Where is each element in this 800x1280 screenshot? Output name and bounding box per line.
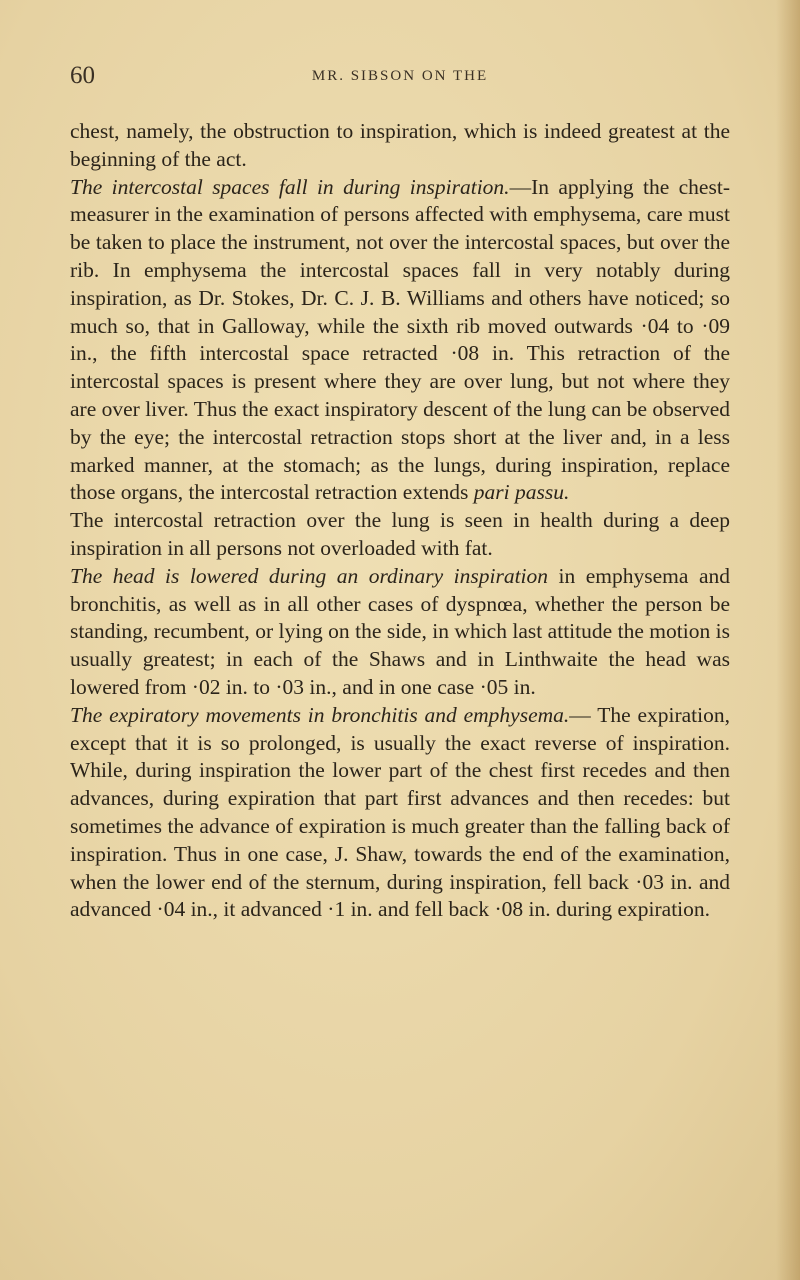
italic-text: The head is lowered during an ordinary inspiration [70,563,549,588]
paragraph [70,118,730,174]
body-text [70,118,730,924]
paragraph [70,563,730,702]
text-run: —In applying the chest-measurer in the examination of persons affected with emphysema, care must be taken to place the instrument, not over the intercostal spaces, but over the rib. In emphysema the intercostal spaces fall in very notably during inspiration, as Dr. Stokes, Dr. C. J. B. Williams and others have noticed; so much so, that in Galloway, while the sixth rib moved outwards ·04 to ·09 in., the fifth intercostal space retracted ·08 in. This retraction of the intercostal spaces is present where they are over lung, but not where they are over liver. Thus the exact inspiratory descent of the lung can be observed by the eye; the intercostal retraction stops short at the liver and, in a less marked manner, at the stomach; as the lungs, during inspiration, replace those organs, the intercostal retraction extends [70,174,730,505]
page-header [70,62,730,92]
running-head: MR. SIBSON ON THE [311,68,489,84]
page-edge-shadow [776,0,800,1280]
paragraph [70,702,730,924]
italic-text: The intercostal spaces fall in during inspiration. [70,174,510,199]
paragraph [70,507,730,563]
paragraph [70,174,730,508]
italic-text: pari passu. [473,480,570,505]
text-run: The intercostal retraction over the lung is seen in health during a deep inspiration in all persons not overloaded with fat. [70,508,730,560]
text-run: chest, namely, the obstruction to inspiration, which is indeed greatest at the beginning of the act. [70,119,730,171]
page-number: 60 [70,62,95,89]
italic-text: The expiratory movements in bronchitis and emphysema. [70,702,570,727]
text-run: in emphysema and bronchitis, as well as in all other cases of dyspnœa, whether the person be standing, recumbent, or lying on the side, in which last attitude the motion is usually greatest; in each of the Shaws and in Linthwaite the head was lowered from ·02 in. to ·03 in., and in one case ·05 in. [70,563,730,699]
text-run: — The expiration, except that it is so prolonged, is usually the exact reverse of inspiration. While, during inspiration the lower part of the chest first recedes and then advances, during expiration that part first advances and then recedes: but sometimes the advance of expiration is much greater than the falling back of inspiration. Thus in one case, J. Shaw, towards the end of the examination, when the lower end of the sternum, during inspiration, fell back ·03 in. and advanced ·04 in., it advanced ·1 in. and fell back ·08 in. during expiration. [70,702,730,922]
